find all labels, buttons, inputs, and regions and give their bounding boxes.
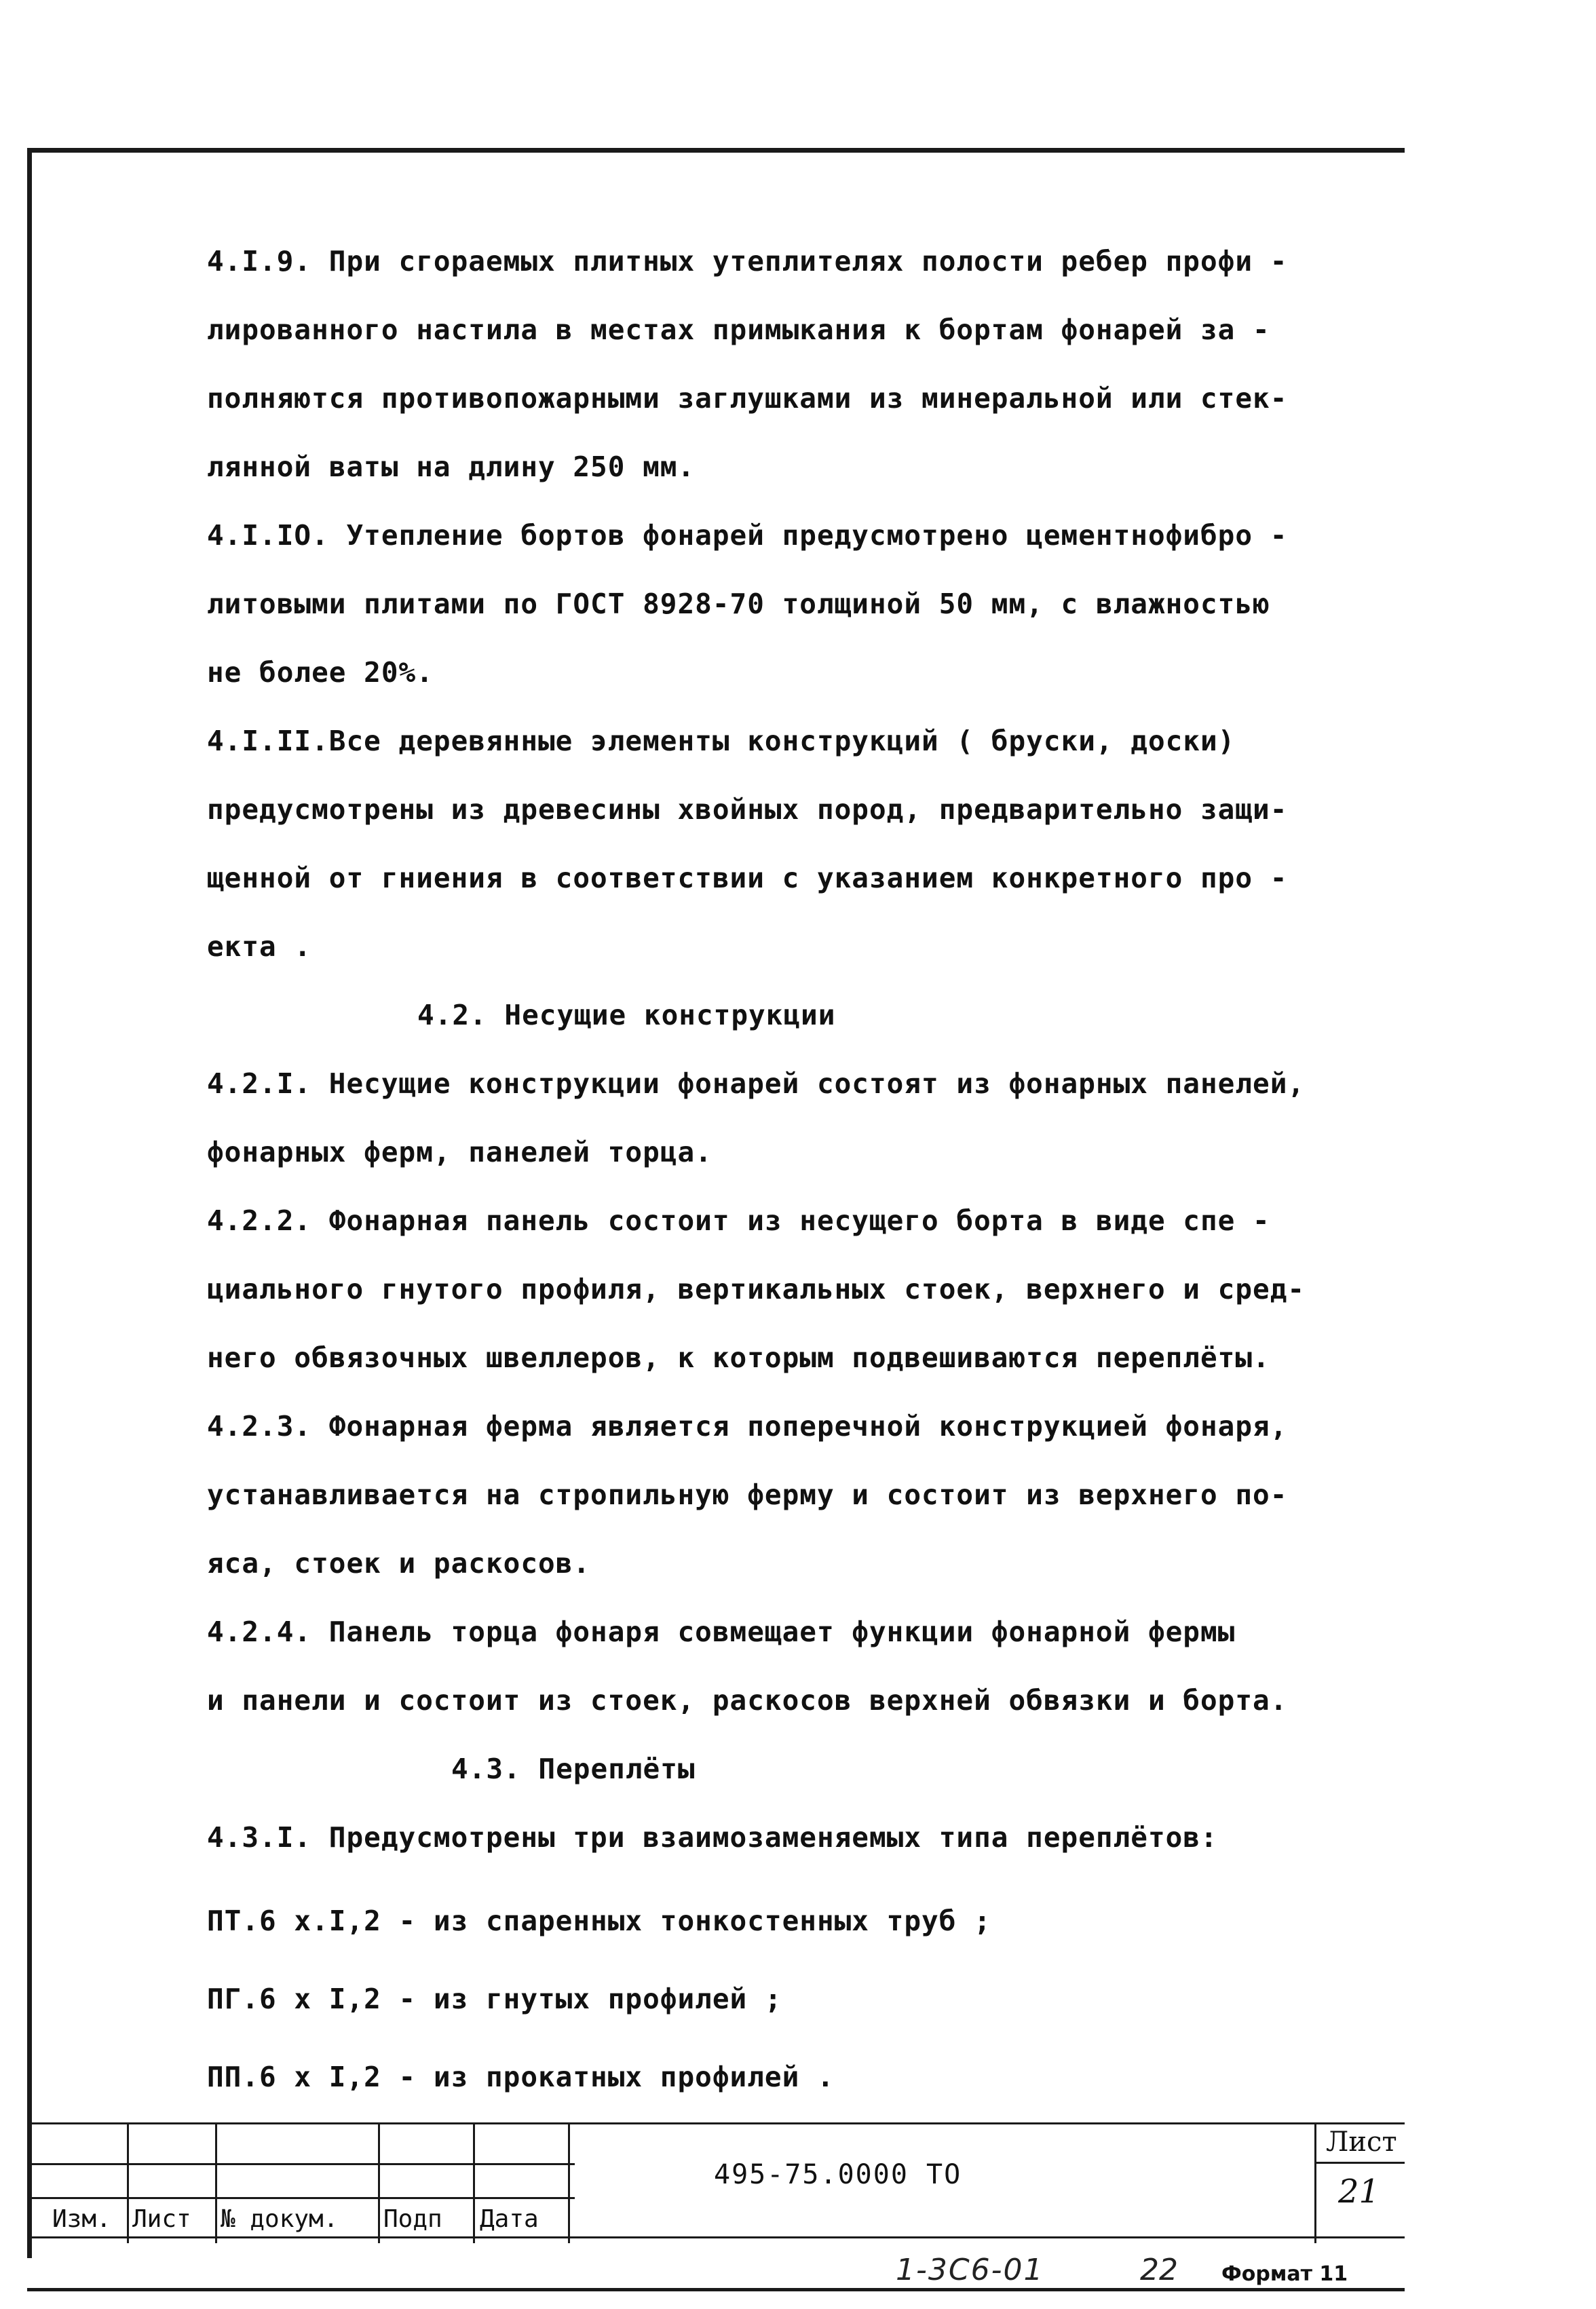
text-line: яса, стоек и раскосов. — [207, 1547, 591, 1580]
section-heading-4-2: 4.2. Несущие конструкции — [417, 999, 836, 1031]
stamp-line — [215, 2122, 217, 2243]
text-line: литовыми плитами по ГОСТ 8928-70 толщиной 50 мм, с влажностью — [207, 588, 1270, 620]
document-body — [207, 227, 1401, 2116]
paragraph-4-2-4 — [207, 1598, 1401, 1735]
text-line: лированного настила в местах примыкания к бортам фонарей за - — [207, 313, 1270, 346]
paragraph-4-2-3 — [207, 1392, 1401, 1598]
title-block-stamp — [32, 2122, 1405, 2243]
sash-type-list — [207, 1882, 1401, 2116]
text-line: полняются противопожарными заглушками из минеральной или стек- — [207, 382, 1288, 415]
text-line: екта . — [207, 930, 312, 963]
text-line: 4.2.I. Несущие конструкции фонарей состоят из фонарных панелей, — [207, 1067, 1306, 1100]
text-line: 4.I.IO. Утепление бортов фонарей предусмотрено цементнофибро - — [207, 519, 1288, 552]
stamp-label-date: Дата — [480, 2205, 539, 2233]
stamp-label-change: Изм. — [52, 2205, 111, 2233]
stamp-label-doc-number: № докум. — [221, 2205, 339, 2233]
copy-number: 22 — [1140, 2253, 1178, 2287]
sash-type-item: ПП.6 х I,2 - из прокатных профилей . — [207, 2061, 835, 2093]
text-line: фонарных ферм, панелей торца. — [207, 1136, 712, 1168]
text-line: 4.3.I. Предусмотрены три взаимозаменяемых типа переплётов: — [207, 1821, 1218, 1854]
text-line: 4.I.II.Все деревянные элементы конструкций ( бруски, доски) — [207, 725, 1236, 757]
paragraph-4-1-9 — [207, 227, 1401, 501]
text-line: 4.2.3. Фонарная ферма является поперечной конструкцией фонаря, — [207, 1410, 1288, 1443]
sheet-number: 21 — [1338, 2173, 1380, 2211]
sash-type-item: ПГ.6 х I,2 - из гнутых профилей ; — [207, 1983, 782, 2015]
stamp-line — [32, 2197, 575, 2199]
text-line: предусмотрены из древесины хвойных пород, предварительно защи- — [207, 793, 1288, 826]
text-line: лянной ваты на длину 250 мм. — [207, 451, 696, 483]
stamp-line — [1314, 2162, 1405, 2164]
stamp-line — [1314, 2122, 1316, 2243]
stamp-label-signature: Подп — [383, 2205, 442, 2233]
text-line: не более 20%. — [207, 656, 434, 689]
text-line: 4.2.2. Фонарная панель состоит из несущего борта в виде спе - — [207, 1204, 1270, 1237]
paragraph-4-3-1 — [207, 1804, 1401, 1872]
sheet-label: Лист — [1326, 2126, 1397, 2158]
stamp-line — [568, 2122, 570, 2243]
text-line: щенной от гниения в соответствии с указанием конкретного про - — [207, 862, 1288, 894]
text-line: него обвязочных швеллеров, к которым подвешиваются переплёты. — [207, 1341, 1270, 1374]
paragraph-4-2-2 — [207, 1187, 1401, 1392]
text-line: и панели и состоит из стоек, раскосов верхней обвязки и борта. — [207, 1684, 1288, 1717]
stamp-line — [378, 2122, 380, 2243]
stamp-line — [32, 2122, 1405, 2124]
inventory-number: 1-3С6-01 — [896, 2253, 1044, 2287]
document-code: 495-75.0000 ТО — [714, 2159, 962, 2190]
frame-top-border — [27, 148, 1405, 153]
text-line: 4.2.4. Панель торца фонаря совмещает функции фонарной фермы — [207, 1616, 1236, 1648]
text-line: циального гнутого профиля, вертикальных стоек, верхнего и сред- — [207, 1273, 1306, 1305]
section-heading-4-3: 4.3. Переплёты — [451, 1753, 696, 1785]
text-line: 4.I.9. При сгораемых плитных утеплителях полости ребер профи - — [207, 245, 1288, 278]
format-label: Формат 11 — [1221, 2262, 1348, 2286]
paragraph-4-1-11 — [207, 707, 1401, 981]
text-line: устанавливается на стропильную ферму и состоит из верхнего по- — [207, 1478, 1288, 1511]
stamp-line — [473, 2122, 475, 2243]
paragraph-4-1-10 — [207, 501, 1401, 707]
stamp-line — [32, 2236, 1405, 2238]
stamp-line — [127, 2122, 129, 2243]
paragraph-4-2-1 — [207, 1050, 1401, 1187]
sash-type-item: ПТ.6 х.I,2 - из спаренных тонкостенных труб ; — [207, 1905, 991, 1937]
stamp-line — [32, 2163, 575, 2165]
stamp-label-sheet: Лист — [132, 2205, 191, 2233]
frame-left-border — [27, 148, 32, 2258]
frame-bottom-border — [27, 2288, 1405, 2291]
